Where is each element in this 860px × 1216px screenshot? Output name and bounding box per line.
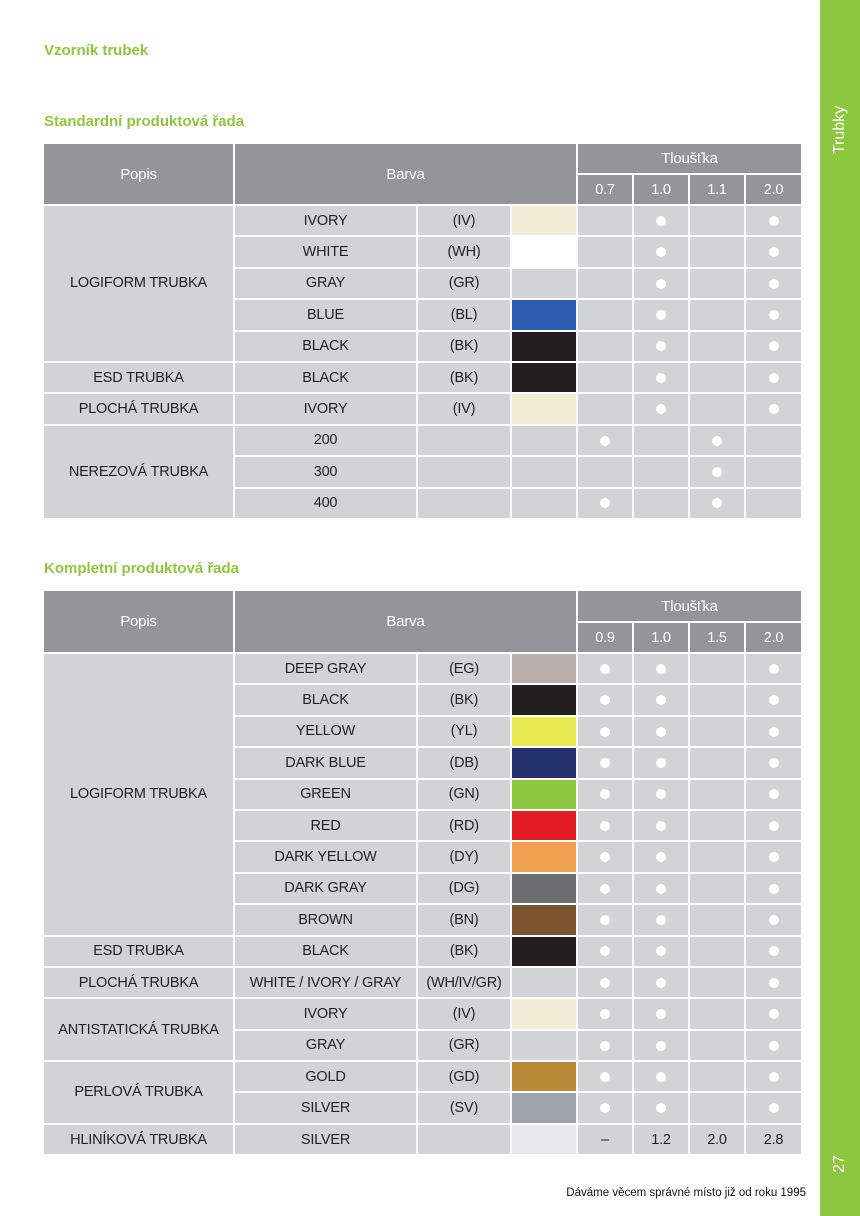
table-row — [43, 362, 802, 393]
header-thickness: 0.9 — [577, 622, 633, 653]
availability-cell — [745, 747, 802, 778]
color-code: (BN) — [417, 904, 511, 935]
color-swatch — [511, 488, 577, 519]
color-name: RED — [234, 810, 417, 841]
availability-cell — [745, 1061, 802, 1092]
color-code: (DB) — [417, 747, 511, 778]
color-name: 300 — [234, 456, 417, 487]
availability-dot — [656, 821, 666, 831]
product-name: PLOCHÁ TRUBKA — [43, 393, 234, 424]
availability-dot — [600, 758, 610, 768]
empty-cell — [689, 653, 745, 684]
header-thickness: 0.7 — [577, 174, 633, 205]
availability-dot — [656, 1072, 666, 1082]
empty-cell — [689, 205, 745, 236]
availability-cell — [633, 268, 689, 299]
color-code: (IV) — [417, 393, 511, 424]
color-name: GREEN — [234, 779, 417, 810]
availability-dot — [769, 852, 779, 862]
availability-cell — [633, 236, 689, 267]
tube-table — [42, 142, 803, 520]
color-code: (BK) — [417, 684, 511, 715]
color-code: (WH) — [417, 236, 511, 267]
thickness-value: – — [577, 1124, 633, 1155]
availability-cell — [633, 653, 689, 684]
empty-cell — [689, 998, 745, 1029]
color-code: (IV) — [417, 998, 511, 1029]
availability-cell — [745, 841, 802, 872]
color-name: SILVER — [234, 1124, 417, 1155]
color-code: (YL) — [417, 716, 511, 747]
color-code: (BL) — [417, 299, 511, 330]
availability-dot — [769, 758, 779, 768]
color-code: (RD) — [417, 810, 511, 841]
availability-cell — [745, 716, 802, 747]
header-thickness: 1.0 — [633, 174, 689, 205]
availability-cell — [633, 1092, 689, 1123]
color-name: IVORY — [234, 393, 417, 424]
availability-dot — [656, 727, 666, 737]
color-code: (SV) — [417, 1092, 511, 1123]
availability-dot — [656, 789, 666, 799]
color-code: (GD) — [417, 1061, 511, 1092]
availability-dot — [769, 341, 779, 351]
color-swatch — [511, 1092, 577, 1123]
color-code: (WH/IV/GR) — [417, 967, 511, 998]
availability-dot — [656, 404, 666, 414]
availability-cell — [633, 779, 689, 810]
empty-cell — [689, 716, 745, 747]
availability-dot — [769, 247, 779, 257]
availability-cell — [633, 873, 689, 904]
availability-dot — [600, 978, 610, 988]
color-code: (DY) — [417, 841, 511, 872]
availability-dot — [656, 664, 666, 674]
availability-cell — [745, 779, 802, 810]
color-name: GRAY — [234, 1030, 417, 1061]
header-thickness: 1.1 — [689, 174, 745, 205]
color-name: DARK YELLOW — [234, 841, 417, 872]
table-row — [43, 998, 802, 1029]
color-swatch — [511, 998, 577, 1029]
availability-dot — [600, 946, 610, 956]
table-row — [43, 205, 802, 236]
table-row — [43, 653, 802, 684]
availability-dot — [769, 664, 779, 674]
availability-cell — [633, 299, 689, 330]
color-swatch — [511, 393, 577, 424]
color-swatch — [511, 936, 577, 967]
availability-cell — [633, 810, 689, 841]
empty-cell — [745, 425, 802, 456]
availability-cell — [745, 653, 802, 684]
availability-cell — [745, 1092, 802, 1123]
color-swatch — [511, 456, 577, 487]
availability-cell — [577, 1030, 633, 1061]
availability-dot — [769, 1072, 779, 1082]
availability-dot — [656, 279, 666, 289]
color-name: GRAY — [234, 268, 417, 299]
empty-cell — [689, 362, 745, 393]
availability-dot — [656, 310, 666, 320]
availability-cell — [745, 967, 802, 998]
header-tloustka: Tloušťka — [577, 590, 802, 622]
empty-cell — [745, 488, 802, 519]
empty-cell — [577, 393, 633, 424]
availability-cell — [633, 716, 689, 747]
empty-cell — [689, 1061, 745, 1092]
empty-cell — [577, 299, 633, 330]
color-swatch — [511, 684, 577, 715]
availability-dot — [656, 247, 666, 257]
section-heading: Kompletní produktová řada — [44, 560, 240, 577]
availability-cell — [745, 1030, 802, 1061]
availability-cell — [633, 967, 689, 998]
color-swatch — [511, 747, 577, 778]
availability-cell — [633, 904, 689, 935]
empty-cell — [689, 873, 745, 904]
availability-dot — [712, 436, 722, 446]
color-swatch — [511, 810, 577, 841]
availability-cell — [577, 810, 633, 841]
availability-cell — [633, 747, 689, 778]
product-name: LOGIFORM TRUBKA — [43, 653, 234, 936]
availability-dot — [656, 915, 666, 925]
availability-cell — [633, 684, 689, 715]
availability-dot — [600, 789, 610, 799]
thickness-value: 2.8 — [745, 1124, 802, 1155]
availability-dot — [769, 373, 779, 383]
product-name: PERLOVÁ TRUBKA — [43, 1061, 234, 1124]
color-swatch — [511, 425, 577, 456]
color-code: (GR) — [417, 268, 511, 299]
header-barva: Barva — [234, 590, 577, 653]
availability-cell — [577, 841, 633, 872]
color-name: DARK BLUE — [234, 747, 417, 778]
empty-cell — [689, 1092, 745, 1123]
color-swatch — [511, 1030, 577, 1061]
availability-cell — [577, 716, 633, 747]
sidebar — [820, 0, 860, 1216]
availability-dot — [600, 852, 610, 862]
availability-cell — [745, 236, 802, 267]
color-name: DEEP GRAY — [234, 653, 417, 684]
color-swatch — [511, 362, 577, 393]
availability-cell — [577, 779, 633, 810]
availability-cell — [577, 488, 633, 519]
empty-cell — [689, 1030, 745, 1061]
availability-cell — [745, 205, 802, 236]
empty-cell — [689, 779, 745, 810]
availability-cell — [633, 1030, 689, 1061]
table-row — [43, 967, 802, 998]
availability-dot — [769, 884, 779, 894]
color-code: (GR) — [417, 1030, 511, 1061]
availability-dot — [656, 373, 666, 383]
product-name: ESD TRUBKA — [43, 362, 234, 393]
availability-dot — [712, 498, 722, 508]
availability-cell — [745, 362, 802, 393]
header-popis: Popis — [43, 590, 234, 653]
availability-dot — [769, 821, 779, 831]
empty-cell — [689, 841, 745, 872]
header-thickness: 1.5 — [689, 622, 745, 653]
color-swatch — [511, 873, 577, 904]
empty-cell — [577, 205, 633, 236]
color-swatch — [511, 268, 577, 299]
color-code: (BK) — [417, 936, 511, 967]
availability-dot — [600, 695, 610, 705]
empty-cell — [633, 456, 689, 487]
color-swatch — [511, 904, 577, 935]
availability-dot — [656, 216, 666, 226]
color-swatch — [511, 841, 577, 872]
color-name: WHITE — [234, 236, 417, 267]
availability-cell — [633, 362, 689, 393]
availability-cell — [745, 936, 802, 967]
availability-dot — [712, 467, 722, 477]
color-code — [417, 456, 511, 487]
availability-dot — [656, 341, 666, 351]
table-row — [43, 1061, 802, 1092]
color-name: BLACK — [234, 362, 417, 393]
section-heading: Standardní produktová řada — [44, 113, 245, 130]
availability-dot — [600, 1072, 610, 1082]
page-number: 27 — [830, 1155, 848, 1173]
availability-dot — [600, 436, 610, 446]
color-name: GOLD — [234, 1061, 417, 1092]
color-name: BLACK — [234, 331, 417, 362]
thickness-value: 1.2 — [633, 1124, 689, 1155]
color-swatch — [511, 1124, 577, 1155]
color-swatch — [511, 1061, 577, 1092]
color-name: BLACK — [234, 684, 417, 715]
availability-dot — [600, 498, 610, 508]
product-name: HLINÍKOVÁ TRUBKA — [43, 1124, 234, 1155]
color-code: (DG) — [417, 873, 511, 904]
color-swatch — [511, 716, 577, 747]
availability-cell — [745, 998, 802, 1029]
header-barva: Barva — [234, 143, 577, 205]
availability-dot — [769, 404, 779, 414]
color-name: SILVER — [234, 1092, 417, 1123]
table-row — [43, 425, 802, 456]
availability-dot — [769, 695, 779, 705]
availability-dot — [769, 1009, 779, 1019]
availability-dot — [656, 1041, 666, 1051]
availability-dot — [600, 727, 610, 737]
availability-dot — [769, 978, 779, 988]
availability-cell — [745, 873, 802, 904]
product-name: PLOCHÁ TRUBKA — [43, 967, 234, 998]
availability-cell — [633, 1061, 689, 1092]
availability-dot — [600, 821, 610, 831]
availability-dot — [600, 915, 610, 925]
availability-dot — [656, 1009, 666, 1019]
availability-cell — [577, 967, 633, 998]
empty-cell — [689, 236, 745, 267]
availability-dot — [769, 727, 779, 737]
color-swatch — [511, 779, 577, 810]
empty-cell — [633, 425, 689, 456]
table-row — [43, 1124, 802, 1155]
availability-dot — [769, 789, 779, 799]
availability-cell — [577, 425, 633, 456]
thickness-value: 2.0 — [689, 1124, 745, 1155]
availability-dot — [769, 216, 779, 226]
color-name: IVORY — [234, 998, 417, 1029]
availability-cell — [745, 268, 802, 299]
color-name: BLACK — [234, 936, 417, 967]
color-code: (GN) — [417, 779, 511, 810]
empty-cell — [577, 331, 633, 362]
empty-cell — [633, 488, 689, 519]
table-row — [43, 393, 802, 424]
availability-cell — [577, 936, 633, 967]
color-name: BLUE — [234, 299, 417, 330]
availability-dot — [769, 946, 779, 956]
color-name: 400 — [234, 488, 417, 519]
table-row — [43, 936, 802, 967]
color-swatch — [511, 299, 577, 330]
product-name: LOGIFORM TRUBKA — [43, 205, 234, 362]
empty-cell — [577, 456, 633, 487]
color-code: (BK) — [417, 331, 511, 362]
header-thickness: 2.0 — [745, 174, 802, 205]
availability-cell — [577, 1092, 633, 1123]
color-code — [417, 1124, 511, 1155]
empty-cell — [689, 393, 745, 424]
empty-cell — [745, 456, 802, 487]
availability-cell — [633, 998, 689, 1029]
availability-cell — [745, 684, 802, 715]
availability-dot — [656, 946, 666, 956]
color-name: YELLOW — [234, 716, 417, 747]
availability-dot — [600, 1041, 610, 1051]
availability-cell — [577, 873, 633, 904]
availability-cell — [577, 1061, 633, 1092]
color-swatch — [511, 205, 577, 236]
empty-cell — [689, 936, 745, 967]
footer-slogan: Dáváme věcem správné místo již od roku 1995 — [566, 1187, 806, 1199]
header-tloustka: Tloušťka — [577, 143, 802, 174]
availability-dot — [656, 884, 666, 894]
header-popis: Popis — [43, 143, 234, 205]
empty-cell — [577, 362, 633, 393]
color-code: (EG) — [417, 653, 511, 684]
color-name: BROWN — [234, 904, 417, 935]
color-swatch — [511, 331, 577, 362]
header-thickness: 2.0 — [745, 622, 802, 653]
empty-cell — [689, 331, 745, 362]
availability-cell — [745, 393, 802, 424]
availability-dot — [769, 1103, 779, 1113]
page-title: Vzorník trubek — [44, 42, 149, 59]
availability-cell — [745, 299, 802, 330]
availability-cell — [633, 331, 689, 362]
empty-cell — [689, 810, 745, 841]
color-name: DARK GRAY — [234, 873, 417, 904]
color-swatch — [511, 967, 577, 998]
sidebar-section-label: Trubky — [831, 105, 848, 155]
availability-dot — [769, 279, 779, 289]
availability-cell — [577, 998, 633, 1029]
color-name: WHITE / IVORY / GRAY — [234, 967, 417, 998]
availability-cell — [577, 904, 633, 935]
availability-cell — [577, 684, 633, 715]
availability-dot — [656, 852, 666, 862]
availability-dot — [769, 310, 779, 320]
empty-cell — [689, 967, 745, 998]
empty-cell — [577, 236, 633, 267]
availability-cell — [745, 331, 802, 362]
empty-cell — [689, 904, 745, 935]
availability-cell — [633, 393, 689, 424]
availability-cell — [689, 425, 745, 456]
tube-table — [42, 589, 803, 1156]
availability-cell — [689, 456, 745, 487]
availability-dot — [656, 978, 666, 988]
color-name: 200 — [234, 425, 417, 456]
availability-cell — [633, 841, 689, 872]
availability-cell — [745, 810, 802, 841]
color-swatch — [511, 236, 577, 267]
color-code — [417, 425, 511, 456]
availability-dot — [769, 915, 779, 925]
color-code: (IV) — [417, 205, 511, 236]
empty-cell — [689, 684, 745, 715]
color-code — [417, 488, 511, 519]
availability-dot — [656, 1103, 666, 1113]
availability-dot — [769, 1041, 779, 1051]
product-name: ESD TRUBKA — [43, 936, 234, 967]
availability-dot — [656, 758, 666, 768]
empty-cell — [577, 268, 633, 299]
empty-cell — [689, 747, 745, 778]
color-swatch — [511, 653, 577, 684]
empty-cell — [689, 268, 745, 299]
color-name: IVORY — [234, 205, 417, 236]
availability-dot — [656, 695, 666, 705]
availability-cell — [633, 936, 689, 967]
empty-cell — [689, 299, 745, 330]
availability-dot — [600, 1103, 610, 1113]
product-name: ANTISTATICKÁ TRUBKA — [43, 998, 234, 1061]
product-name: NEREZOVÁ TRUBKA — [43, 425, 234, 519]
availability-dot — [600, 1009, 610, 1019]
availability-cell — [745, 904, 802, 935]
availability-dot — [600, 664, 610, 674]
availability-cell — [577, 747, 633, 778]
availability-cell — [689, 488, 745, 519]
color-code: (BK) — [417, 362, 511, 393]
availability-cell — [577, 653, 633, 684]
availability-cell — [633, 205, 689, 236]
header-thickness: 1.0 — [633, 622, 689, 653]
availability-dot — [600, 884, 610, 894]
